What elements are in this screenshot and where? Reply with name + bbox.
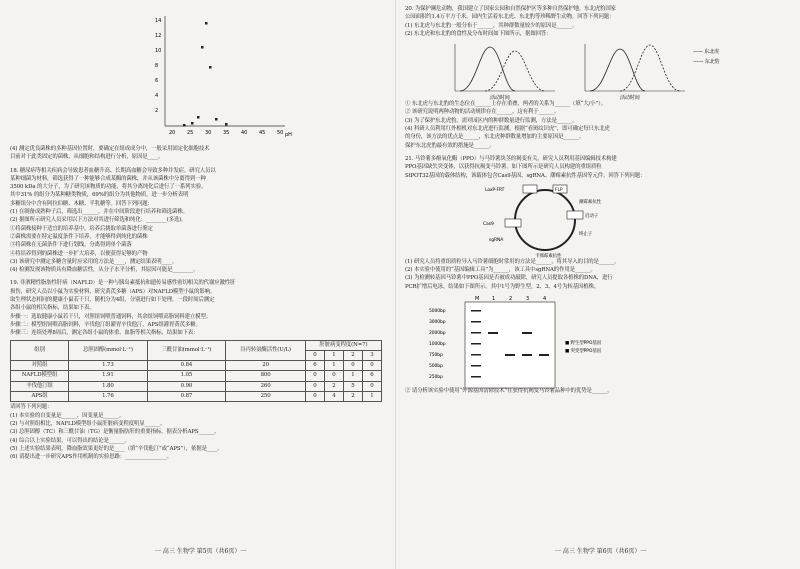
figure-plasmid [405,181,790,259]
plasmid-label-1: FLP [555,187,563,193]
question-21 [405,156,790,180]
table-cell: 4 [324,392,343,402]
table-cell: 2 [343,392,362,402]
q21-tail-line: (2) 本实验中使用的“基因编辑工具”为______，该工具中sgRNA的作用是______。 [405,267,596,274]
q19-tail-line: (1) 本实验的自变量是______，因变量是______。 [10,412,125,419]
q21-line: PPO基因缺失突变体，以获得抗褐变马铃薯。如下图所示是研究人员构建的重组质粒 [405,164,602,171]
gel-marker-band [471,332,481,334]
x-label-b: 活动时间 [620,95,640,102]
q19-tail-line: (6) 请提出进一步研究APS作用机制的实验思路：________________。 [10,454,172,461]
x-tick-label: 45 [259,130,266,136]
x-tick-label: 25 [187,130,194,136]
curve-b1 [590,49,645,91]
y-tick-label: 2 [155,108,159,114]
figure-scatter [10,6,395,146]
curve-a2 [485,51,545,91]
plasmid-diagram [475,181,635,259]
q18-line: (1) 在制备成熟种子后，筛选出______，并在中间阶段进行培养和筛选菌株。 [10,209,188,216]
th-alt: 谷丙转氨酶活性(U/L) [226,340,306,361]
gel-lane-label: M [475,296,480,303]
table-cell: 20 [226,361,306,371]
gel-marker-label: 1000bp [429,342,446,348]
q17-line: 目前对于此类固定的菌株，从细胞和结构进行分析，原因是____。 [10,154,164,161]
plasmid-label-2: 潮霉素抗性 [579,199,601,205]
table-cell: 1 [343,371,362,381]
table-cell: 0 [305,371,324,381]
gel-lane-label: 1 [492,296,496,303]
q19-line: 步骤二：模型组饲喂高脂饲料，辛伐他汀组灌胃辛伐他汀，APS组灌胃黄芪多糖。 [10,321,201,328]
q17-line: (4) 测定优良菌株的多种基因位置时，要确定在组成成分中，一般采用固定化细胞技术 [10,146,210,152]
th-sub-1: 1 [324,350,343,360]
table-cell: 0 [343,361,362,371]
q21-tail-line: PCR扩增后电泳，结果如下图所示。其中1号为野生型，2、3、4号为转基因植株。 [405,283,600,290]
figure-gel [405,292,790,388]
th-sub-3: 3 [362,350,381,360]
page-fold [395,0,396,569]
gel-band [505,354,515,356]
gel-lane-label: 3 [526,296,530,303]
y-tick-label: 14 [155,18,162,24]
q20-tail [405,101,790,150]
figure-activity [405,39,790,101]
table-body [11,361,382,402]
q20-tail-line: (3) 为了保护东北虎豹，需对园区内的种群数量进行监测，方法是______。 [405,117,578,124]
q18-line: ②菌株需要在特定温度条件下培养，才能够得到纯化的菌株 [10,233,148,240]
scatter-points [183,22,228,127]
q19-line: 19. 非酒精性脂肪性肝病（NAFLD）是一种与胰岛素抵抗和遗传易感性密切相关的代谢应激性肝 [10,280,236,287]
x-axis-label: pH [285,132,292,138]
q19-line: 步骤三：连续处理8周后，测定各组小鼠的体重、血脂等相关指标，结果如下表： [10,330,199,337]
q18-line: (2) 据图所示研究人员采用以下方法对其进行筛选和纯化：________(多选)。 [10,217,187,224]
q21-tail-line: (3) 为检测转基因马铃薯中PPO基因是否被成功敲除，研究人员提取各植株的DNA，进行 [405,275,613,282]
q18-line: 18. 糖尿病等相关疾病会导致患者血糖升高、长期高血糖会导致多种并发症。研究人员以 [10,167,216,174]
gel-marker-label: 3000bp [429,320,446,326]
q20-tail-line: 的身份，该方法的优点是______，东北虎种群数量增加的主要原因是______。 [405,134,585,141]
x-ticks [169,130,283,136]
left-footer: 一 高三 生物学 第5页（共6页）一 [155,548,247,555]
table-cell: NAFLD模型组 [11,371,69,381]
q19-tail [10,404,395,461]
y-ticks [155,18,161,114]
y-tick-label: 12 [155,33,162,39]
q19-line: 取生理状态相同的健康小鼠若干只，随机分为4组，分别进行如下处理，一段时间后测定 [10,297,215,304]
q19-line: 步骤一：选取健康小鼠若干只，对照组饲喂普通饲料，其余组饲喂高脂饲料建立模型。 [10,313,212,320]
plasmid-label-6: sgRNA [489,237,504,243]
legend-tiger: —— 东北虎 [693,49,719,56]
q18-line: 3500 kDa 的大分子，为了研究该物质的功能，将其分离纯化后进行了一系列实验。 [10,184,207,191]
q18-line: (3) 该研究中测定多糖含量时应采用的方法是____，测定结果表明____。 [10,258,178,265]
scatter-point [209,66,212,69]
scatter-point [205,22,208,25]
right-page [405,6,790,396]
q18-line: 多糖组分中含有阿拉伯糖、木糖、半乳糖等。回答下列问题： [10,200,153,207]
table-cell: 1.05 [147,371,226,381]
q19-tail-line: (2) 与对照组相比，NAFLD模型组小鼠肝脏病变程度明显______。 [10,420,166,427]
q18-line: 某种细菌为材料，筛选获得了一种能够合成某酶的菌株，并从该菌株中分离得到一种 [10,175,206,182]
curve-a1 [460,47,515,91]
table-cell: 0 [324,371,343,381]
q18-line: 其中31% 的组分为某种糖类物质，69%的组分为其他物质，进一步分析表明 [10,192,189,199]
table-row [11,361,382,371]
q18-line: ③将菌株在无菌条件下进行划线，分离得到单个菌落 [10,242,132,249]
q19-tail-line: (3) 总胆固醇（TC）和三酰甘油（TG）是衡量脂肪肝的重要指标，据表分析APS______。 [10,429,220,436]
gel-marker-label: 500bp [429,364,443,370]
gel-marker-label: 5000bp [429,309,446,315]
table-cell: 0 [305,392,324,402]
curve-b2 [620,45,680,91]
question-19 [10,280,395,337]
q20-line: (2) 东北虎和东北豹的食性及分布时间如下图所示，据图回答： [405,30,552,37]
scatter-point [183,124,186,127]
th-sub-0: 0 [305,350,324,360]
table-cell: 0 [305,381,324,391]
q20-tail-line: ② 该研究说明两种动物的活动规律存在______，这有利于______。 [405,109,560,116]
gel-legend-0: ■ 野生型PPO基因 [565,341,602,347]
gel-marker-band [471,343,481,345]
table-cell: APS组 [11,392,69,402]
q21-line: 21. 马铃薯多酚氧化酶（PPO）与马铃薯块茎的褐变有关，研究人员利用基因编辑技术构建 [405,155,617,162]
gel-band [488,332,498,334]
y-tick-label: 4 [155,93,159,99]
gel-band [522,332,532,334]
table-cell: 5 [343,381,362,391]
q21-line: StPOT32基因的载体结构，该载体包含Cas9基因、sgRNA、潮霉素抗性基因等元件。回答下列问题： [405,172,646,179]
gel-marker-band [471,310,481,312]
table-cell: 800 [226,371,306,381]
table-cell: 0.90 [147,381,226,391]
table-cell: 2 [324,381,343,391]
table-cell: 6 [362,371,381,381]
gel-lanes [475,296,546,302]
table-cell: 对照组 [11,361,69,371]
scatter-point [201,46,204,49]
q19-tail-line: (5) 上述实验结果表明，降血脂效果更好的是____（填“辛伐他汀”或“APS”），依据是____。 [10,445,223,452]
th-tc: 总胆固醇(mmol·L⁻¹) [69,340,148,361]
y-tick-label: 10 [155,48,162,54]
table-cell: 1.73 [69,361,148,371]
table-cell: 0 [362,361,381,371]
q19-line: 损伤，研究人员以小鼠为实验材料，研究黄芪多糖（APS）对NAFLD模型小鼠的影响。 [10,288,216,295]
table-row [11,381,382,391]
gel-marker-label: 750bp [429,353,443,359]
activity-chart [445,39,745,101]
q21-end-line: ② 请分析该实验中使用“外源基因清除技术”在获得抗褐变马铃薯品种中的优势是______。 [405,388,613,395]
q19-line: 各组小鼠的相关指标，结果如下表。 [10,305,95,312]
x-tick-label: 50 [277,130,284,136]
table-cell: 0 [362,381,381,391]
plasmid-label-7: 卡那霉素抗性 [535,253,562,259]
gel-marker-band [471,376,481,378]
th-lesion: 肝脏病变程度(N=7) [305,340,381,350]
x-tick-label: 35 [223,130,230,136]
gel-marker-band [471,354,481,356]
gel-diagram [425,294,665,390]
table-cell: 260 [226,381,306,391]
table-cell: 0.87 [147,392,226,402]
plasmid-label-5: Cas9 [483,221,494,227]
q20-tail-line: ① 东北虎与东北豹的生态位在______上存在重叠，两者的关系为______（填“大/小”）。 [405,101,607,108]
scatter-chart [135,6,295,146]
scatter-point [191,122,194,125]
q20-line: 公园面积约1.4万平方千米，园内生活着东北虎、东北豹等珍稀野生动物。回答下列问题： [405,14,615,21]
table-cell: 1.80 [69,381,148,391]
table-cell: 0.84 [147,361,226,371]
q17-tail [10,146,395,162]
x-label-a: 活动时间 [490,95,510,102]
plasmid-ring [515,190,575,250]
table-cell: 1 [362,392,381,402]
q19-tail-line: 请回答下列问题： [10,404,53,411]
q20-line: 20. 为保护濒危动物，我国建立了国家公园和自然保护区等多种自然保护地。东北虎豹国家 [405,6,616,12]
gel-marker-band [471,321,481,323]
scatter-point [225,123,228,126]
left-page [10,6,395,462]
gel-marker-band [471,365,481,367]
gel-marker-label: 250bp [429,375,443,381]
x-tick-label: 20 [169,130,176,136]
th-tg: 三酰甘油(mmol·L⁻¹) [147,340,226,361]
plasmid-label-0: LoxP-FRT [485,187,505,193]
gel-lane-label: 4 [543,296,547,303]
gel-band [522,354,532,356]
scatter-point [215,118,218,121]
right-footer: 一 高三 生物学 第6页（共6页）一 [555,548,647,555]
data-table [10,340,382,403]
q18-line: ①将菌株接种于适宜的培养基中，培养后挑取单菌落进行鉴定 [10,225,153,232]
x-tick-label: 30 [205,130,212,136]
table-cell: 6 [305,361,324,371]
gel-band [539,354,549,356]
th-sub-2: 2 [343,350,362,360]
plasmid-label-4: 终止子 [579,231,593,237]
x-tick-label: 40 [241,130,248,136]
q20-tail-line: 保护东北虎豹最有效的措施是______。 [405,142,495,149]
y-tick-label: 6 [155,78,159,84]
plasmid-label-3: 启动子 [585,213,599,219]
table-cell: 1.76 [69,392,148,402]
q18-line: ④将培养得到的菌株进一步扩大培养，以便获得足够的产物 [10,250,148,257]
question-18 [10,168,395,275]
table-row [11,371,382,381]
gel-marker-label: 2000bp [429,331,446,337]
table-cell: 250 [226,392,306,402]
question-20 [405,6,790,38]
q20-line: (1) 东北虎与东北豹一般分布于______，其种群数量较少的原因是______。 [405,22,578,29]
y-tick-label: 8 [155,63,159,69]
table-cell: 1.91 [69,371,148,381]
q20-tail-line: (4) 科研人员利用红外相机对东北虎进行监测，根据“看斑纹识虎”，即可确定每只东北虎 [405,126,610,133]
table-row [11,392,382,402]
q19-tail-line: (4) 综合以上实验结果，可以得出的结论是______。 [10,437,130,444]
table-cell: 辛伐他汀组 [11,381,69,391]
legend-leopard: ------ 东北豹 [693,59,720,66]
th-group: 组别 [11,340,69,361]
q21-tail-line: (1) 研究人员将重组质粒导入马铃薯细胞时常用的方法是______，将其导入的目的是______。 [405,258,620,265]
gel-lane-label: 2 [509,296,513,303]
gel-legend-1: ■ 突变型PPO基因 [565,349,602,355]
q21-tail [405,259,790,291]
table-cell: 1 [324,361,343,371]
scatter-point [197,116,200,119]
q18-line: (4) 检测发现该物质具有降血糖活性，从分子水平分析，其原因可能是________。 [10,267,199,274]
